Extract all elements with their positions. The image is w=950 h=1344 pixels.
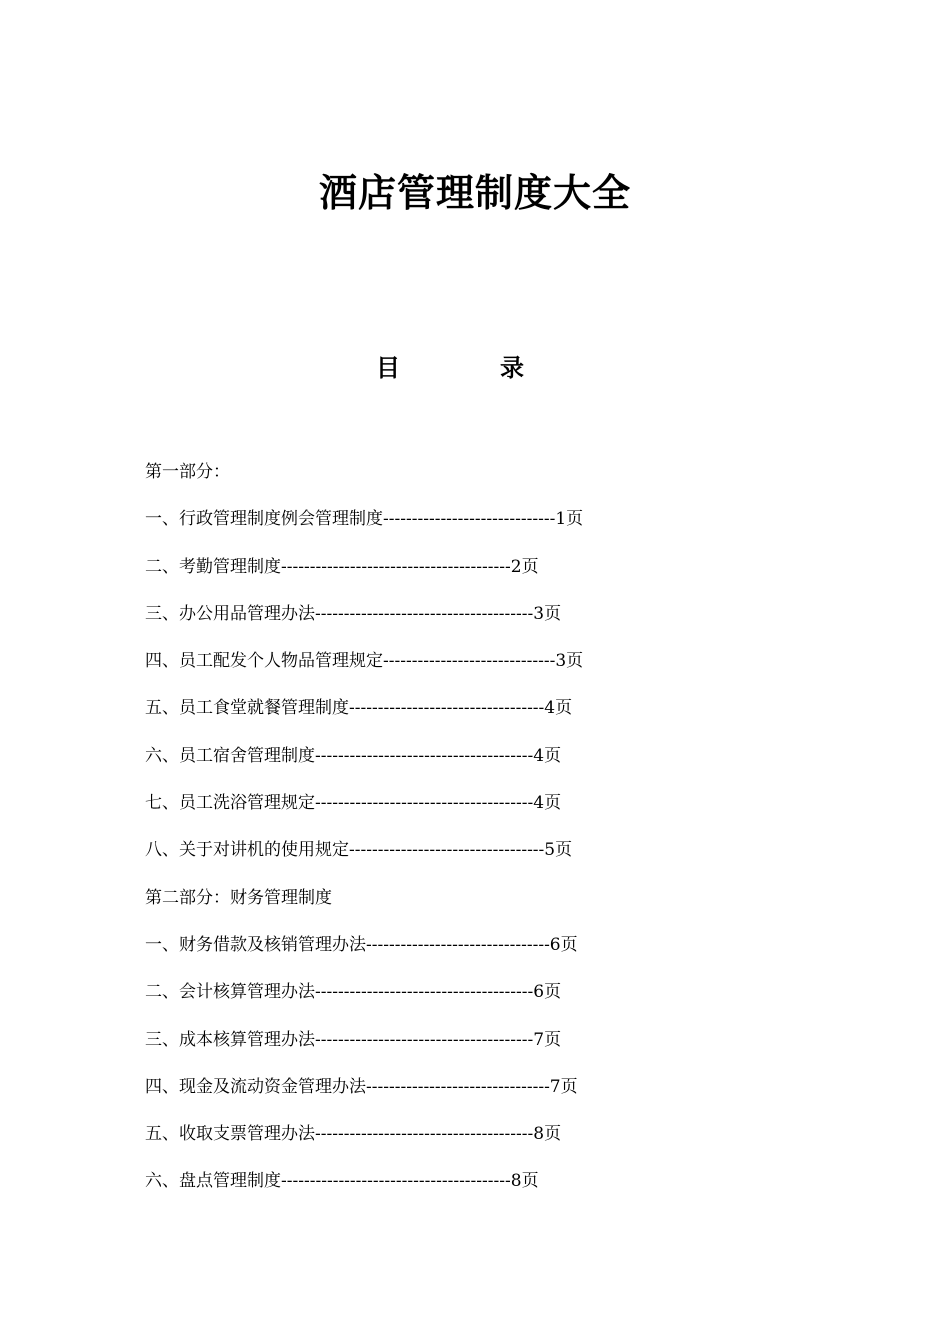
toc-heading [0,350,950,386]
toc-section-2: 第二部分：财务管理制度 [145,887,332,908]
toc-entry[interactable]: 三、成本核算管理办法--------------------------------------7页 [145,1029,562,1050]
toc-entry[interactable]: 一、财务借款及核销管理办法--------------------------------6页 [145,934,578,955]
toc-entry[interactable]: 五、收取支票管理办法--------------------------------------8页 [145,1124,562,1145]
toc-entry[interactable]: 七、员工洗浴管理规定--------------------------------------4页 [145,793,562,814]
toc-heading-left: 目 [376,353,400,382]
toc-entry[interactable]: 四、现金及流动资金管理办法--------------------------------7页 [145,1076,578,1097]
toc-entry[interactable]: 五、员工食堂就餐管理制度----------------------------------4页 [145,698,573,719]
page-title: 酒店管理制度大全 [318,170,631,215]
toc-entry[interactable]: 二、考勤管理制度----------------------------------------2页 [145,556,539,577]
toc-heading-right: 录 [500,353,524,382]
toc-section-1: 第一部分： [145,462,230,482]
toc-entry[interactable]: 四、员工配发个人物品管理规定------------------------------3页 [145,651,584,672]
toc-entry[interactable]: 六、盘点管理制度----------------------------------------8页 [145,1171,539,1192]
toc-entry[interactable]: 二、会计核算管理办法--------------------------------------6页 [145,982,562,1003]
toc-entry[interactable]: 三、办公用品管理办法--------------------------------------3页 [145,603,562,624]
toc-entry[interactable]: 一、行政管理制度例会管理制度------------------------------1页 [145,509,584,530]
table-of-contents [145,456,805,1213]
toc-entry[interactable]: 六、员工宿舍管理制度--------------------------------------4页 [145,745,562,766]
toc-entry[interactable]: 八、关于对讲机的使用规定----------------------------------5页 [145,840,573,861]
